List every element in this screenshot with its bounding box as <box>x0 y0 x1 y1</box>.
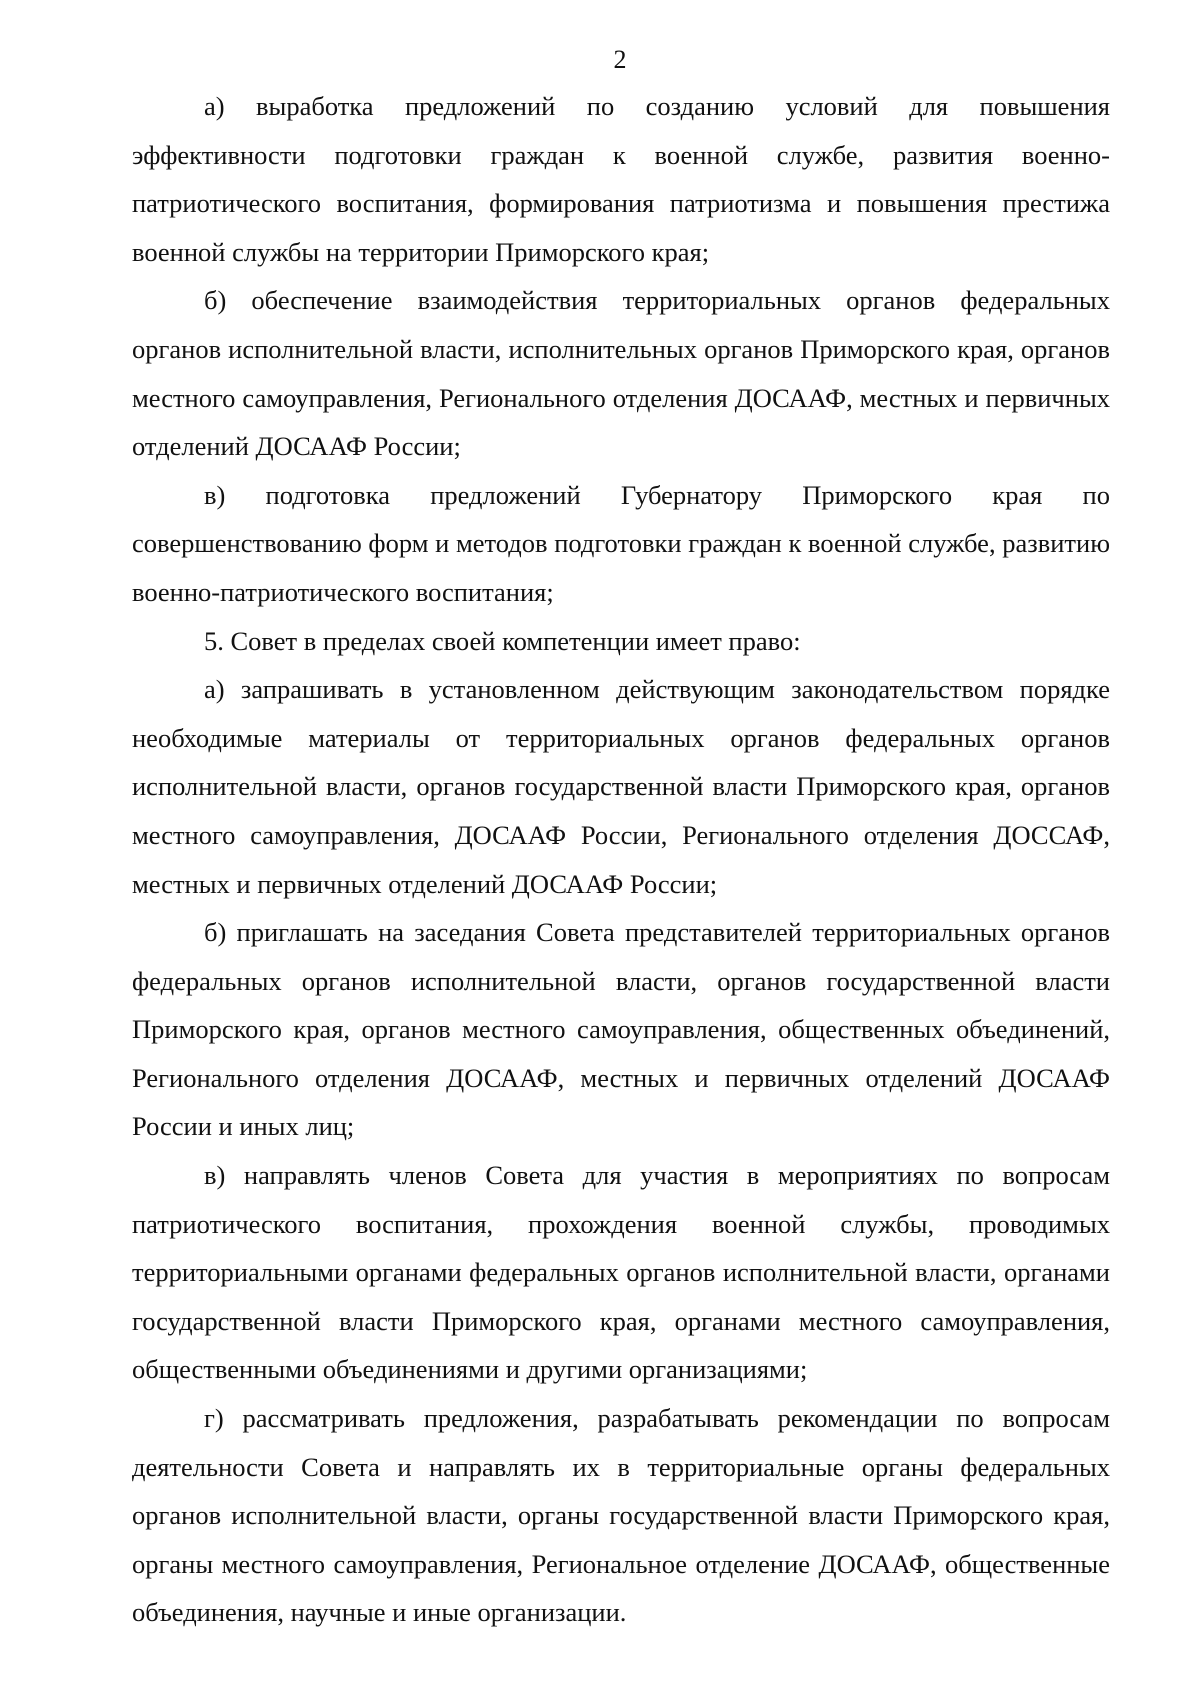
paragraph-b-interaction: б) обеспечение взаимодействия территориальных органов федеральных органов исполнительной власти, исполнительных органов Приморского края, органов местного самоуправления, Регионального отделения ДОСААФ, местных и первичных отделений ДОСААФ России; <box>132 285 1110 462</box>
paragraph-a-proposals: а) выработка предложений по созданию условий для повышения эффективности подготовки граждан к военной службе, развития военно-патриотического воспитания, формирования патриотизма и повышения престижа военной службы на территории Приморского края; <box>132 91 1110 267</box>
paragraph-g-consider-proposals: г) рассматривать предложения, разрабатывать рекомендации по вопросам деятельности Совета и направлять их в территориальные органы федеральных органов исполнительной власти, органы государственной власти Приморского края, органы местного самоуправления, Региональное отделение ДОСААФ, общественные объединения, научные и иные организации. <box>132 1403 1110 1628</box>
paragraph-v-send-members: в) направлять членов Совета для участия в мероприятиях по вопросам патриотического воспитания, прохождения военной службы, проводимых территориальными органами федеральных органов исполнительной власти, органами государственной власти Приморского края, органами местного самоуправления, общественными объединениями и другими организациями; <box>132 1160 1110 1385</box>
paragraph-5-council-rights: 5. Совет в пределах своей компетенции имеет право: <box>204 625 801 656</box>
document-body <box>132 82 1110 1637</box>
paragraph-v-governor-proposals: в) подготовка предложений Губернатору Приморского края по совершенствованию форм и методов подготовки граждан к военной службе, развитию военно-патриотического воспитания; <box>132 479 1110 607</box>
paragraph-b-invite-representatives: б) приглашать на заседания Совета представителей территориальных органов федеральных органов исполнительной власти, органов государственной власти Приморского края, органов местного самоуправления, общественных объединений, Регионального отделения ДОСААФ, местных и первичных отделений ДОСААФ России и иных лиц; <box>132 917 1110 1142</box>
paragraph-a-request-materials: а) запрашивать в установленном действующим законодательством порядке необходимые материалы от территориальных органов федеральных органов исполнительной власти, органов государственной власти Приморского края, органов местного самоуправления, ДОСААФ России, Регионального отделения ДОССАФ, местных и первичных отделений ДОСААФ России; <box>132 674 1110 899</box>
page-number: 2 <box>613 45 627 74</box>
